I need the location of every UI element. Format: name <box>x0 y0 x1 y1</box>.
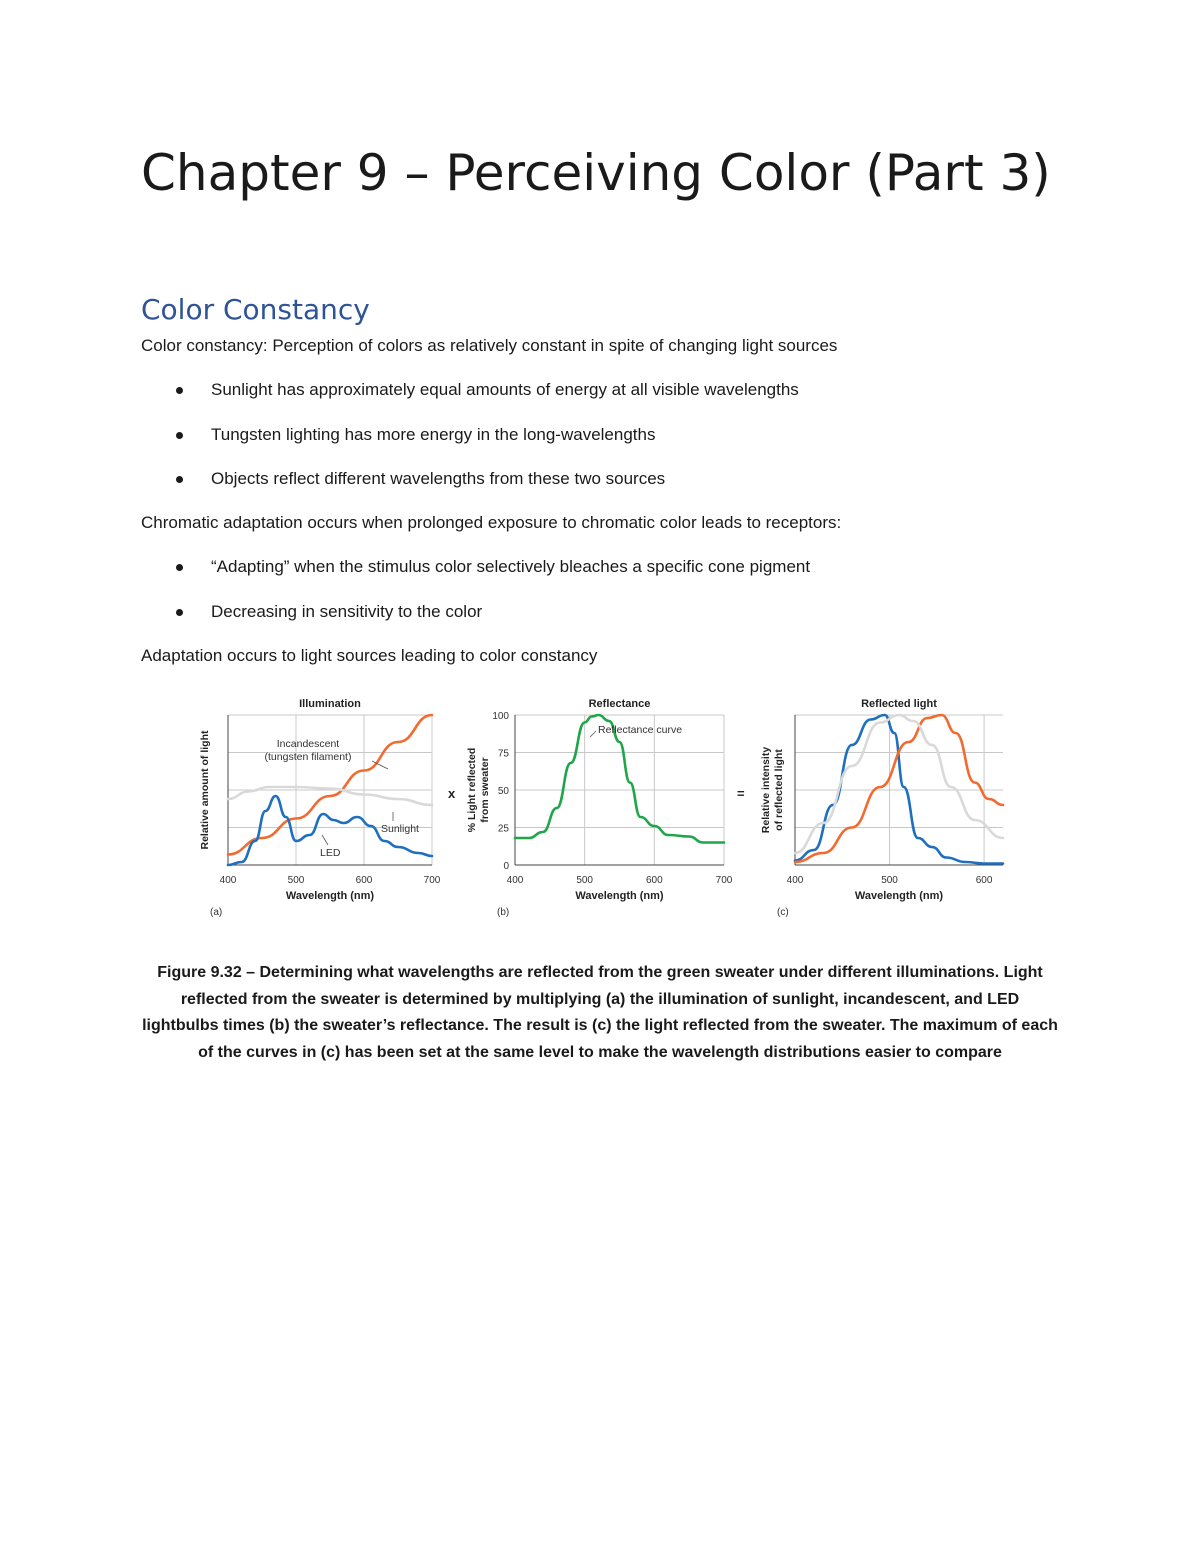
panel-label: (c) <box>777 907 789 918</box>
x-tick-label: 600 <box>645 875 663 886</box>
bullet-text: Decreasing in sensitivity to the color <box>211 602 483 621</box>
x-axis-label: Wavelength (nm) <box>575 890 664 902</box>
x-tick-label: 600 <box>975 875 993 886</box>
x-tick-label: 700 <box>423 875 441 886</box>
y-axis-label <box>466 748 491 833</box>
bullet-text: Objects reflect different wavelengths from these two sources <box>211 469 666 488</box>
x-tick-label: 500 <box>287 875 305 886</box>
panel-c-reflected-light <box>760 698 1003 918</box>
annotation-led: LED <box>320 847 341 859</box>
bullet-dot-icon <box>176 609 183 616</box>
page-title: Chapter 9 – Perceiving Color (Part 3) <box>141 144 1051 202</box>
paragraph-adaptation: Adaptation occurs to light sources leading to color constancy <box>141 646 598 665</box>
paragraph-chromatic-adaptation: Chromatic adaptation occurs when prolonged exposure to chromatic color leads to receptors: <box>141 513 842 532</box>
bullet-dot-icon <box>176 476 183 483</box>
y-axis-label-line: Relative intensity <box>760 746 772 834</box>
chart-title: Reflectance <box>588 698 651 710</box>
panel-label: (a) <box>210 907 223 918</box>
y-axis-label-line: % Light reflected <box>466 747 478 833</box>
annotation-sunlight: Sunlight <box>381 823 419 835</box>
panel-b-reflectance <box>466 698 733 918</box>
x-axis-label: Wavelength (nm) <box>854 890 944 902</box>
figure-caption: Figure 9.32 – Determining what wavelengths are reflected from the green sweater under different illuminations. Light reflected from the sweater is determined by multiplying (a) the illumination of sunlight, incandescent, and LED lightbulbs times (b) the sweater’s reflectance. The result is (c) the light reflected from the sweater. The maximum of each of the curves in (c) has been set at the same level to make the wavelength distributions easier to compare <box>142 964 1058 1061</box>
bullet-text: “Adapting” when the stimulus color selectively bleaches a specific cone pigment <box>211 557 811 576</box>
paragraph-color-constancy: Color constancy: Perception of colors as relatively constant in spite of changing light sources <box>141 336 838 355</box>
annotation-incandescent <box>265 738 352 763</box>
y-tick-label: 0 <box>503 861 509 872</box>
series-line <box>795 715 1003 862</box>
figure-9-32 <box>190 695 1020 930</box>
x-tick-label: 500 <box>881 875 898 886</box>
y-axis-label: Relative amount of light <box>199 730 211 850</box>
bullet-text: Sunlight has approximately equal amounts of energy at all visible wavelengths <box>211 380 799 399</box>
series-line <box>795 715 1003 853</box>
x-tick-label: 600 <box>355 875 373 886</box>
x-axis-label: Wavelength (nm) <box>285 890 375 902</box>
annotation-leader <box>590 731 596 737</box>
y-tick-label: 100 <box>492 711 509 722</box>
x-tick-label: 400 <box>786 875 804 886</box>
y-axis-label-line: from sweater <box>479 757 491 823</box>
annotation-leader <box>322 835 328 845</box>
x-tick-label: 400 <box>219 875 237 886</box>
x-tick-label: 700 <box>715 875 733 886</box>
section-heading: Color Constancy <box>141 293 370 326</box>
panel-a-illumination <box>199 698 441 918</box>
annotation-line: Incandescent <box>276 738 340 750</box>
chart-title: Reflected light <box>861 698 937 710</box>
annotation-line: (tungsten filament) <box>264 751 352 763</box>
bullet-dot-icon <box>176 387 183 394</box>
y-axis-label <box>760 747 785 834</box>
y-axis-label-line: of reflected light <box>773 749 785 831</box>
chart-title: Illumination <box>299 698 361 710</box>
annotation-reflectance-curve: Reflectance curve <box>598 724 683 736</box>
bullet-dot-icon <box>176 432 183 439</box>
times-operator: x <box>448 786 456 801</box>
bullet-dot-icon <box>176 564 183 571</box>
bullet-text: Tungsten lighting has more energy in the long-wavelengths <box>211 425 656 444</box>
y-tick-label: 75 <box>497 748 509 760</box>
y-tick-label: 50 <box>497 786 509 797</box>
x-tick-label: 400 <box>506 875 524 886</box>
panel-label: (b) <box>497 907 510 918</box>
x-tick-label: 500 <box>576 875 594 886</box>
y-tick-label: 25 <box>497 823 509 835</box>
equals-operator: = <box>737 786 745 801</box>
series-line <box>795 715 1003 864</box>
